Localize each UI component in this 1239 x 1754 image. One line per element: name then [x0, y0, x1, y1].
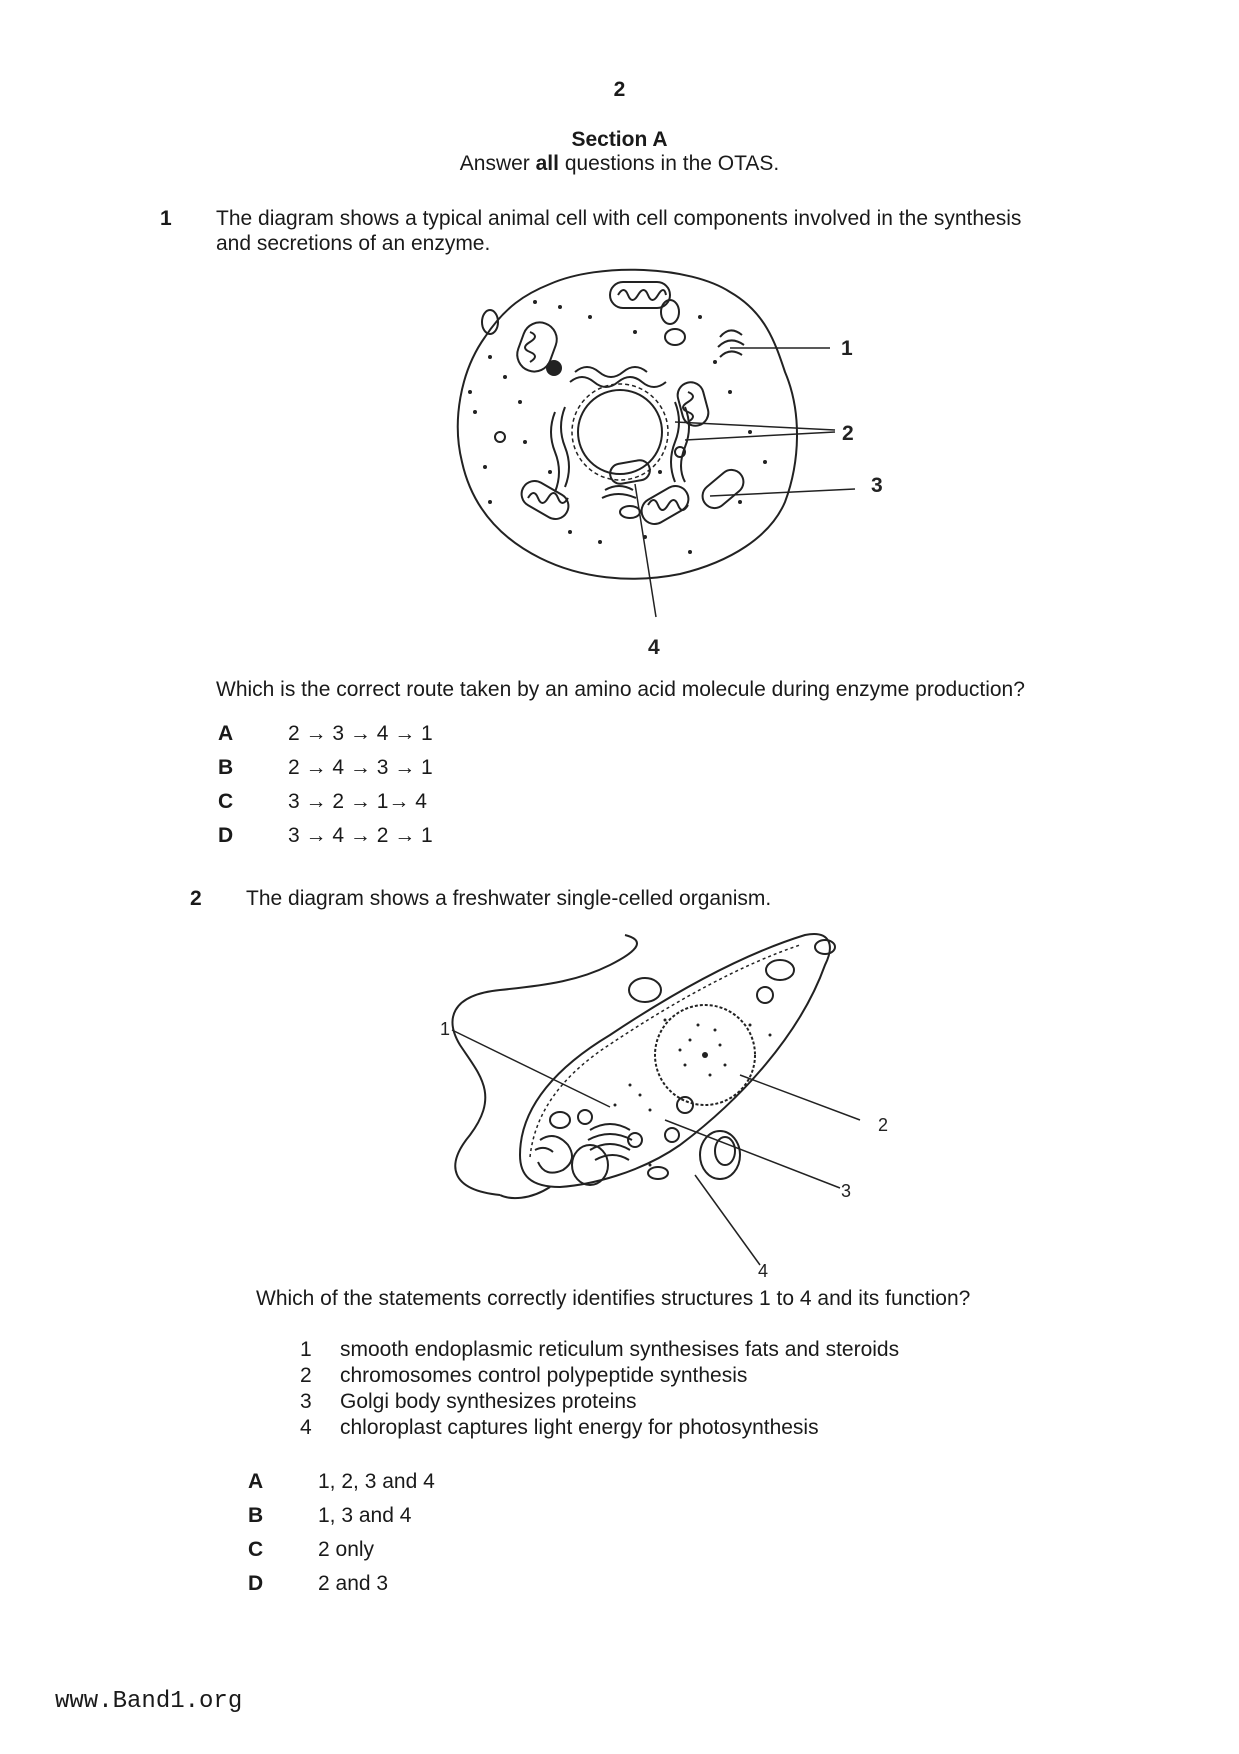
q1-option-b-letter: B: [218, 756, 234, 779]
section-instruction: Answer all questions in the OTAS.: [459, 152, 780, 175]
leader-line-4: [695, 1175, 760, 1265]
q2-label-2: 2: [878, 1115, 889, 1135]
q1-option-c-letter: C: [218, 790, 234, 813]
q1-option-d-text: 3 → 4 → 2 → 1: [288, 824, 433, 847]
section-title: Section A: [571, 128, 668, 151]
q1-stem-line2: and secretions of an enzyme.: [216, 232, 491, 255]
leader-line-3: [710, 489, 855, 496]
q1-stem-line1: The diagram shows a typical animal cell with cell components involved in the synthesis: [216, 207, 1022, 230]
q2-option-b-text: 1, 3 and 4: [318, 1504, 412, 1527]
q2-stem: The diagram shows a freshwater single-celled organism.: [246, 887, 772, 910]
q2-option-c-letter: C: [248, 1538, 264, 1561]
q2-statement-4-num: 4: [300, 1416, 312, 1439]
q2-statement-1-num: 1: [300, 1338, 312, 1361]
q1-label-3: 3: [871, 474, 883, 497]
euglena-diagram: [440, 925, 920, 1285]
q1-question: Which is the correct route taken by an amino acid molecule during enzyme production?: [216, 678, 1025, 701]
q2-option-d-text: 2 and 3: [318, 1572, 389, 1595]
animal-cell-diagram: [430, 262, 910, 662]
q2-option-a-text: 1, 2, 3 and 4: [318, 1470, 435, 1493]
q2-statement-2-num: 2: [300, 1364, 312, 1387]
q2-statement-3-text: Golgi body synthesizes proteins: [340, 1390, 637, 1413]
q1-option-a-text: 2 → 3 → 4 → 1: [288, 722, 433, 745]
cell-membrane: [458, 270, 797, 579]
q2-statement-2-text: chromosomes control polypeptide synthesis: [340, 1364, 748, 1387]
q2-number: 2: [190, 887, 202, 910]
q2-label-1: 1: [440, 1019, 451, 1039]
q1-label-2: 2: [842, 422, 854, 445]
cell-body: [520, 934, 830, 1187]
q1-option-a-letter: A: [218, 722, 234, 745]
leader-line-2: [740, 1075, 860, 1120]
nucleus: [578, 390, 662, 474]
q2-statement-4-text: chloroplast captures light energy for photosynthesis: [340, 1416, 819, 1439]
footer-url[interactable]: www.Band1.org: [55, 1688, 243, 1715]
q1-label-1: 1: [841, 337, 853, 360]
q1-label-4: 4: [648, 636, 660, 659]
q1-option-b-text: 2 → 4 → 3 → 1: [288, 756, 433, 779]
q2-label-4: 4: [758, 1261, 769, 1281]
q2-statement-1-text: smooth endoplasmic reticulum synthesises fats and steroids: [340, 1338, 900, 1361]
leader-line-3: [665, 1120, 840, 1188]
q2-option-c-text: 2 only: [318, 1538, 375, 1561]
nucleolus: [546, 360, 562, 376]
page-number: 2: [613, 78, 626, 101]
leader-line-2b: [685, 432, 835, 440]
q1-number: 1: [160, 207, 172, 230]
q2-option-a-letter: A: [248, 1470, 264, 1493]
q2-option-b-letter: B: [248, 1504, 264, 1527]
q2-label-3: 3: [841, 1181, 852, 1201]
q2-statement-3-num: 3: [300, 1390, 312, 1413]
q2-option-d-letter: D: [248, 1572, 264, 1595]
q2-question: Which of the statements correctly identifies structures 1 to 4 and its function?: [256, 1287, 971, 1310]
q1-option-c-text: 3 → 2 → 1→ 4: [288, 790, 427, 813]
leader-line-4: [635, 484, 656, 617]
q1-option-d-letter: D: [218, 824, 234, 847]
